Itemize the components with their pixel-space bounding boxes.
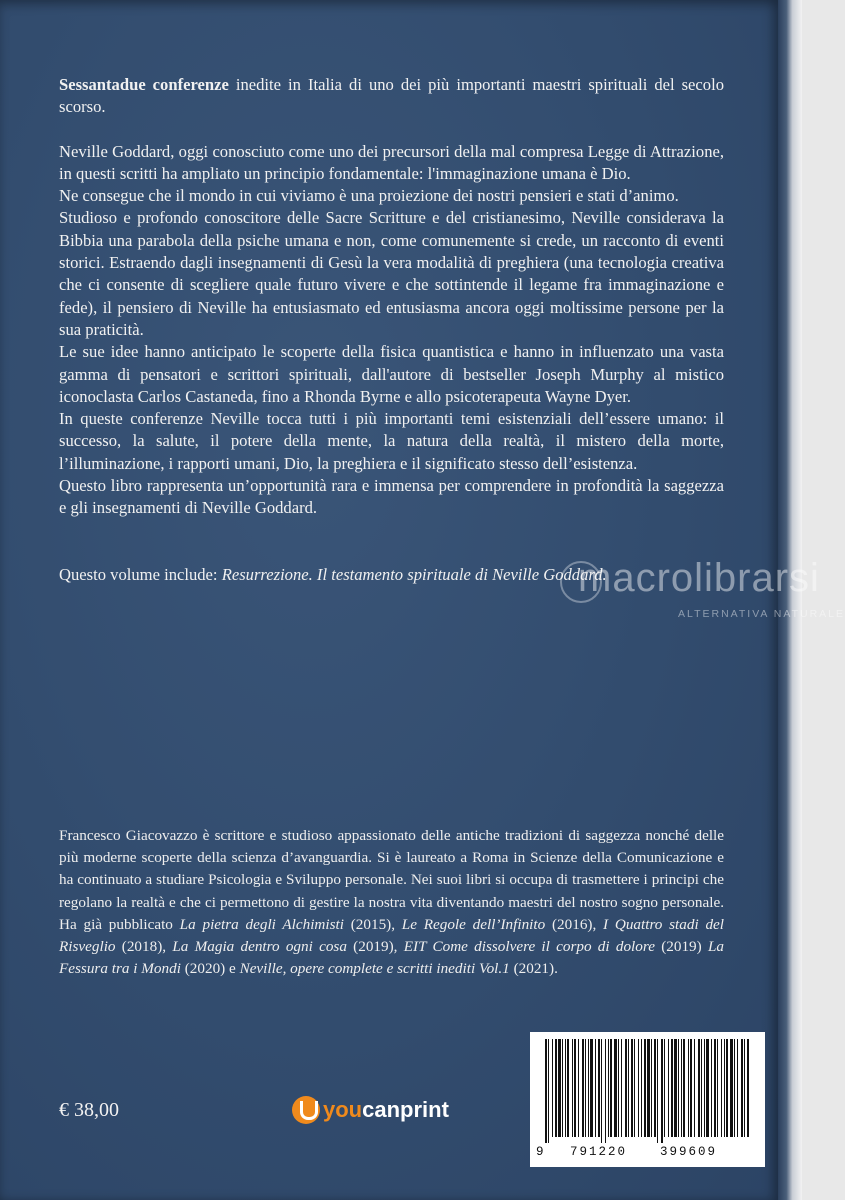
barcode-group-right: 399609 — [660, 1145, 718, 1159]
blurb-paragraph: Questo libro rappresenta un’opportunità rara e immensa per comprendere in profondità la saggezza e gli insegnamenti di Neville Goddard. — [59, 476, 724, 518]
bio-text: (2020) e — [180, 960, 240, 978]
blurb-paragraph: Le sue idee hanno anticipato le scoperte della fisica quantistica e hanno in influenzato una vasta gamma di pensatori e scrittori spirituali, dall'autore di bestseller Joseph Murphy al mistico iconoclasta Carlos Castaneda, fino a Rhonda Byrne e allo psicoterapeuta Wayne Dyer. — [59, 342, 724, 406]
barcode-bar — [734, 1039, 735, 1137]
barcode-bar — [741, 1039, 743, 1137]
isbn-barcode — [530, 1032, 765, 1167]
barcode-bar — [562, 1039, 563, 1137]
bio-book-title: La pietra degli Alchimisti — [179, 915, 344, 933]
barcode-bar — [598, 1039, 600, 1137]
includes-lead: Questo volume include: — [59, 564, 222, 584]
bio-book-title: La Magia dentro ogni cosa — [172, 938, 347, 956]
barcode-bar — [737, 1039, 738, 1137]
barcode-bar — [657, 1039, 658, 1143]
barcode-bar — [588, 1039, 589, 1137]
barcode-bar — [724, 1039, 725, 1137]
bio-book-title: EIT Come dissolvere il corpo di dolore — [403, 938, 655, 956]
barcode-bar — [647, 1039, 650, 1137]
bio-book-title: I Quattro stadi del Risveglio — [59, 915, 725, 956]
bio-text: Francesco Giacovazzo è scrittore e studioso appassionato delle antiche tradizioni di saggezza nonché delle più moderne scoperte della scienza d’avanguardia. Si è laureato a Roma in Scienze della Comunicazione e ha continuato a studiare Psicologia e Sviluppo personale. Nei suoi libri si occupa di trasmettere i principi che regolano la realtà e che ci permettono di gestire la nostra vita diventando maestri del nostro sogno personale. Ha già pubblicato — [59, 827, 724, 933]
barcode-bar — [605, 1039, 606, 1143]
barcode-bar — [628, 1039, 629, 1137]
blurb-text — [59, 74, 724, 586]
includes-title: Resurrezione. Il testamento spirituale di Neville Goddard. — [221, 564, 607, 584]
barcode-bar — [678, 1039, 679, 1137]
barcode-bar — [558, 1039, 561, 1137]
barcode-bar — [595, 1039, 596, 1137]
watermark-tagline: ALTERNATIVA NATURALE — [678, 608, 845, 620]
barcode-bar — [664, 1039, 665, 1137]
logo-text-rest: canprint — [362, 1097, 449, 1122]
bio-text: (2015), — [343, 915, 402, 933]
bio-text: (2021). — [509, 960, 558, 978]
barcode-bar — [634, 1039, 635, 1137]
barcode-bar — [574, 1039, 576, 1137]
barcode-bar — [683, 1039, 685, 1137]
barcode-bar — [730, 1039, 733, 1137]
barcode-bar — [694, 1039, 695, 1137]
barcode-bar — [545, 1039, 547, 1143]
logo-text-you: you — [323, 1097, 363, 1122]
barcode-bar — [654, 1039, 656, 1137]
barcode-bar — [555, 1039, 557, 1137]
barcode-bar — [674, 1039, 677, 1137]
barcode-bar — [625, 1039, 627, 1137]
barcode-group-left: 791220 — [570, 1145, 628, 1159]
barcode-bar — [681, 1039, 682, 1137]
bio-book-title: Le Regole dell’Infinito — [401, 915, 546, 933]
watermark-name: macrolibrarsi — [578, 556, 820, 600]
barcode-bar — [744, 1039, 745, 1137]
barcode-bar — [668, 1039, 669, 1137]
barcode-bar — [614, 1039, 617, 1137]
barcode-bar — [747, 1039, 749, 1137]
blurb-paragraph: Neville Goddard, oggi conosciuto come uno dei precursori della mal compresa Legge di Attrazione, in questi scritti ha ampliato un principio fondamentale: l'immaginazione umana è Dio. — [59, 141, 724, 183]
barcode-bar — [638, 1039, 639, 1137]
blurb-intro-rest: inedite in Italia di uno dei più importanti maestri spirituali del secolo scorso. — [59, 75, 724, 117]
barcode-bar — [701, 1039, 702, 1137]
barcode-bars-icon — [541, 1039, 754, 1143]
barcode-bar — [567, 1039, 569, 1137]
barcode-bar — [698, 1039, 700, 1137]
barcode-bar — [721, 1039, 722, 1137]
bio-text: (2019) — [654, 938, 708, 956]
blurb-bold-lead: Sessantadue conferenze — [59, 75, 229, 94]
bio-text: (2019), — [346, 938, 404, 956]
barcode-bar — [690, 1039, 692, 1137]
barcode-bar — [644, 1039, 646, 1137]
bio-text: (2018), — [115, 938, 173, 956]
barcode-bar — [704, 1039, 705, 1137]
author-bio — [59, 825, 724, 980]
barcode-bar — [621, 1039, 622, 1137]
barcode-bar — [714, 1039, 716, 1137]
barcode-bar — [572, 1039, 573, 1137]
bio-book-title: La Fessura tra i Mondi — [59, 938, 725, 978]
blurb-paragraph: Ne consegue che il mondo in cui viviamo è una proiezione dei nostri pensieri e stati d’animo. — [59, 186, 679, 206]
barcode-bar — [585, 1039, 586, 1137]
barcode-bar — [717, 1039, 718, 1137]
barcode-bar — [552, 1039, 553, 1137]
barcode-bar — [578, 1039, 579, 1137]
macrolibrarsi-watermark — [560, 556, 845, 636]
blurb-paragraph-intro — [59, 74, 724, 119]
barcode-bar — [601, 1039, 602, 1143]
barcode-bar — [671, 1039, 673, 1137]
barcode-bar — [688, 1039, 689, 1137]
barcode-bar — [726, 1039, 728, 1137]
barcode-bar — [711, 1039, 712, 1137]
blurb-paragraph: Studioso e profondo conoscitore delle Sacre Scritture e del cristianesimo, Neville considerava la Bibbia una parabola della psiche umana e non, come comunemente si crede, un racconto di eventi storici. Estraendo dagli insegnamenti di Gesù la vera modalità di preghiera (una tecnologia creativa che ci consente di scegliere quale futuro vivere e che sottintende il legame fra immaginazione e fede), il pensiero di Neville ha entusiasmato ed entusiasma ancora oggi moltissime persone per la sua praticità. — [59, 208, 724, 339]
price-label: € 38,00 — [59, 1099, 119, 1121]
barcode-first-digit: 9 — [536, 1145, 544, 1159]
blurb-paragraph: In queste conferenze Neville tocca tutti i più importanti temi esistenziali dell’essere umano: il successo, la salute, il potere della mente, la natura della realtà, il mistero della morte, l’illuminazione, i rapporti umani, Dio, la preghiera e il significato stesso dell’esistenza. — [59, 409, 724, 473]
publisher-logo — [292, 1094, 449, 1126]
bio-text: (2016), — [545, 915, 604, 933]
barcode-bar — [651, 1039, 652, 1137]
barcode-bar — [631, 1039, 633, 1137]
barcode-bar — [641, 1039, 642, 1137]
barcode-bar — [565, 1039, 566, 1137]
bio-book-title: Neville, opere complete e scritti inediti Vol.1 — [239, 960, 510, 978]
barcode-bar — [608, 1039, 609, 1137]
barcode-bar — [582, 1039, 584, 1137]
barcode-bar — [618, 1039, 619, 1137]
barcode-bar — [706, 1039, 709, 1137]
youcanprint-logo-icon — [292, 1096, 320, 1124]
barcode-digits — [536, 1145, 761, 1163]
barcode-bar — [610, 1039, 612, 1137]
barcode-bar — [590, 1039, 593, 1137]
barcode-bar — [661, 1039, 663, 1143]
barcode-bar — [548, 1039, 549, 1143]
